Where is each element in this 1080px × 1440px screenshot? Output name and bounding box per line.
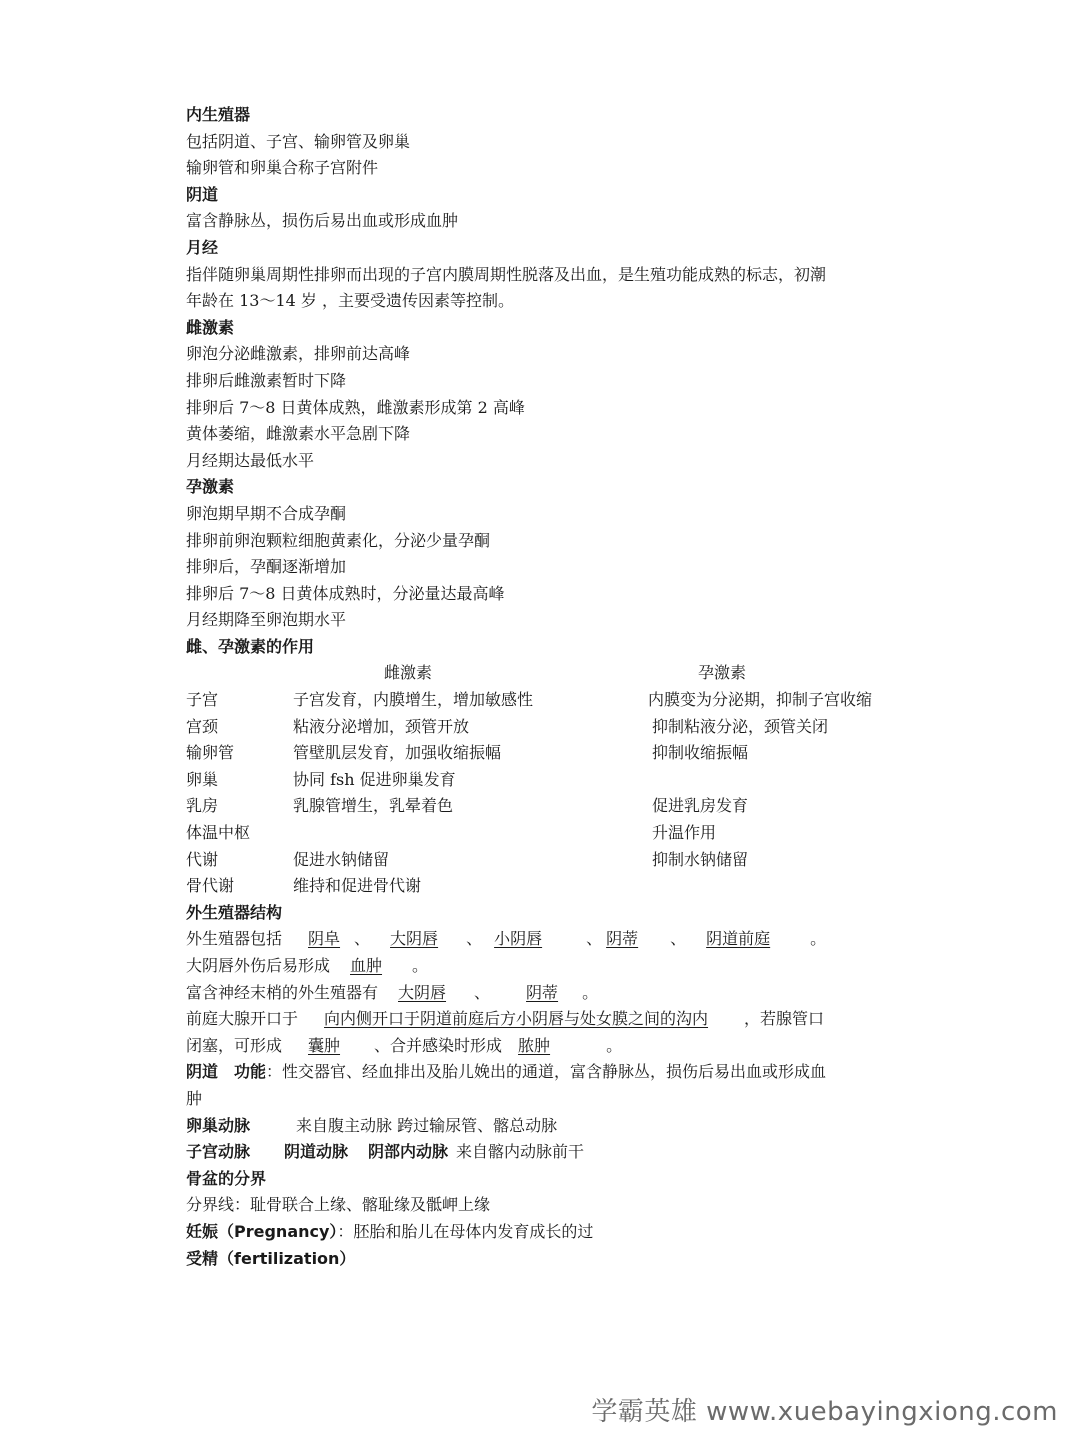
estrogen-cell: 协同 fsh 促进卵巢发育 bbox=[293, 769, 456, 789]
answer-text: 阴蒂 bbox=[606, 929, 639, 949]
text-fragment: ：性交器官、经血排出及胎儿娩出的通道，富含静脉丛，损伤后易出血或形成血 bbox=[266, 1062, 827, 1082]
text-line: 输卵管和卵巢合称子宫附件 bbox=[186, 158, 379, 178]
progesterone-cell: 促进乳房发育 bbox=[652, 796, 749, 816]
table-row bbox=[186, 793, 906, 820]
answer-text: 阴阜 bbox=[308, 929, 341, 949]
table-row bbox=[186, 767, 906, 794]
answer-blank bbox=[686, 929, 810, 948]
text-line: 排卵后雌激素暂时下降 bbox=[186, 370, 347, 390]
estrogen-cell: 子宫发育，内膜增生，增加敏感性 bbox=[293, 690, 534, 710]
answer-blank bbox=[282, 929, 354, 948]
estrogen-cell: 维持和促进骨代谢 bbox=[293, 876, 422, 896]
answer-text: 小阴唇 bbox=[494, 929, 543, 949]
text-line: 排卵后，孕酮逐渐增加 bbox=[186, 557, 347, 577]
label: 阴道动脉 bbox=[284, 1142, 349, 1162]
answer-text: 大阴唇 bbox=[390, 929, 439, 949]
heading-vagina: 阴道 bbox=[186, 184, 219, 204]
label: 阴道 功能 bbox=[186, 1062, 267, 1082]
answer-blank bbox=[370, 929, 466, 948]
answer-blank bbox=[502, 1036, 606, 1055]
text-fragment: 闭塞，可形成 bbox=[186, 1035, 283, 1055]
organ-cell: 卵巢 bbox=[186, 769, 219, 789]
text-line: 卵泡期早期不合成孕酮 bbox=[186, 503, 347, 523]
table-row bbox=[186, 847, 906, 874]
answer-blank bbox=[378, 983, 474, 1002]
text-line: 月经期达最低水平 bbox=[186, 450, 315, 470]
estrogen-cell: 管壁肌层发育，加强收缩振幅 bbox=[293, 743, 502, 763]
text-fragment: 大阴唇外伤后易形成 bbox=[186, 956, 331, 975]
answer-text: 血肿 bbox=[350, 956, 383, 975]
answer-blank bbox=[298, 1009, 744, 1028]
text-fragment: 来自腹主动脉 跨过输尿管、髂总动脉 bbox=[296, 1115, 558, 1135]
heading-pelvis: 骨盆的分界 bbox=[186, 1168, 267, 1188]
fill-blank-line: 富含神经末梢的外生殖器有 大阴唇 、 阴蒂 。 bbox=[186, 982, 599, 1002]
organ-cell: 体温中枢 bbox=[186, 823, 251, 843]
table-row bbox=[186, 820, 906, 847]
table-row bbox=[186, 687, 906, 714]
heading-estrogen: 雌激素 bbox=[186, 317, 235, 337]
answer-text: 囊肿 bbox=[308, 1035, 341, 1055]
table-header bbox=[186, 660, 906, 687]
fill-blank-line: 闭塞，可形成 囊肿 、合并感染时形成 脓肿 。 bbox=[186, 1035, 623, 1055]
heading-menstruation: 月经 bbox=[186, 237, 219, 257]
text-line: 包括阴道、子宫、输卵管及卵巢 bbox=[186, 131, 411, 151]
table-row bbox=[186, 714, 906, 741]
text-fragment: ，若腺管口 bbox=[744, 1009, 825, 1029]
answer-blank bbox=[602, 929, 670, 948]
estrogen-cell: 促进水钠储留 bbox=[293, 849, 390, 869]
answer-text: 阴蒂 bbox=[526, 982, 559, 1002]
text-fragment: 、合并感染时形成 bbox=[374, 1035, 503, 1055]
heading-hormone-effects: 雌、孕激素的作用 bbox=[186, 636, 315, 656]
answer-blank bbox=[330, 956, 412, 975]
estrogen-cell: 乳腺管增生，乳晕着色 bbox=[293, 796, 454, 816]
arteries-line bbox=[186, 1139, 906, 1166]
watermark: 学霸英雄 www.xuebayingxiong.com bbox=[591, 1397, 1058, 1427]
organ-cell: 子宫 bbox=[186, 690, 219, 710]
answer-text: 向内侧开口于阴道前庭后方小阴唇与处女膜之间的沟内 bbox=[324, 1009, 709, 1029]
heading-internal-organs: 内生殖器 bbox=[186, 105, 251, 124]
fill-blank-line: 外生殖器包括 阴阜 、 大阴唇 、 小阴唇 、 阴蒂 、 阴道前庭 。 bbox=[186, 929, 827, 949]
organ-cell: 代谢 bbox=[186, 849, 219, 869]
text-fragment: 外生殖器包括 bbox=[186, 929, 283, 949]
fill-blank-line bbox=[186, 1006, 906, 1033]
answer-blank bbox=[282, 1036, 374, 1055]
fill-blank-line: 大阴唇外伤后易形成 血肿 。 bbox=[186, 956, 429, 975]
document-body bbox=[186, 102, 906, 1272]
progesterone-cell: 抑制水钠储留 bbox=[652, 849, 749, 869]
answer-blank bbox=[482, 929, 586, 948]
heading-progesterone: 孕激素 bbox=[186, 477, 235, 497]
table-row bbox=[186, 873, 906, 900]
organ-cell: 骨代谢 bbox=[186, 876, 235, 896]
pregnancy-line bbox=[186, 1219, 906, 1246]
label: 子宫动脉 bbox=[186, 1142, 251, 1162]
text-fragment: 来自髂内动脉前干 bbox=[456, 1142, 585, 1162]
heading-fertilization: 受精（fertilization） bbox=[186, 1248, 356, 1268]
text-line: 排卵后 7～8 日黄体成熟时，分泌量达最高峰 bbox=[186, 583, 505, 603]
label: 阴部内动脉 bbox=[368, 1142, 449, 1162]
progesterone-cell: 升温作用 bbox=[652, 823, 717, 843]
organ-cell: 乳房 bbox=[186, 796, 219, 816]
answer-text: 阴道前庭 bbox=[706, 929, 771, 949]
text-fragment: ：胚胎和胎儿在母体内发育成长的过 bbox=[337, 1221, 594, 1241]
text-fragment: 前庭大腺开口于 bbox=[186, 1009, 299, 1029]
progesterone-cell: 内膜变为分泌期，抑制子宫收缩 bbox=[648, 690, 873, 710]
progesterone-cell: 抑制收缩振幅 bbox=[652, 743, 749, 763]
text-line: 肿 bbox=[186, 1088, 203, 1108]
table-row bbox=[186, 740, 906, 767]
text-line: 黄体萎缩，雌激素水平急剧下降 bbox=[186, 424, 411, 444]
text-line: 指伴随卵巢周期性排卵而出现的子宫内膜周期性脱落及出血，是生殖功能成熟的标志，初潮 bbox=[186, 264, 827, 284]
answer-text: 脓肿 bbox=[518, 1035, 551, 1055]
ovarian-artery-line bbox=[186, 1113, 906, 1140]
text-line: 卵泡分泌雌激素，排卵前达高峰 bbox=[186, 344, 411, 364]
answer-blank bbox=[502, 983, 582, 1002]
answer-text: 大阴唇 bbox=[398, 982, 447, 1002]
text-fragment: 富含神经末梢的外生殖器有 bbox=[186, 982, 379, 1002]
organ-cell: 宫颈 bbox=[186, 716, 219, 736]
organ-cell: 输卵管 bbox=[186, 743, 235, 763]
text-line: 分界线：耻骨联合上缘、髂耻缘及骶岬上缘 bbox=[186, 1195, 491, 1215]
text-line: 排卵后 7～8 日黄体成熟，雌激素形成第 2 高峰 bbox=[186, 397, 525, 417]
column-header-progesterone: 孕激素 bbox=[698, 663, 747, 683]
vagina-function-line bbox=[186, 1059, 906, 1086]
label: 妊娠（Pregnancy） bbox=[186, 1221, 338, 1241]
text-line: 富含静脉丛，损伤后易出血或形成血肿 bbox=[186, 211, 459, 231]
text-line: 排卵前卵泡颗粒细胞黄素化，分泌少量孕酮 bbox=[186, 530, 491, 550]
text-line: 月经期降至卵泡期水平 bbox=[186, 610, 347, 630]
label: 卵巢动脉 bbox=[186, 1115, 251, 1135]
estrogen-cell: 粘液分泌增加，颈管开放 bbox=[293, 716, 470, 736]
text-line: 年龄在 13～14 岁 ，主要受遗传因素等控制。 bbox=[186, 291, 514, 311]
progesterone-cell: 抑制粘液分泌，颈管关闭 bbox=[652, 716, 829, 736]
heading-external-organs: 外生殖器结构 bbox=[186, 902, 283, 922]
column-header-estrogen: 雌激素 bbox=[384, 663, 433, 683]
